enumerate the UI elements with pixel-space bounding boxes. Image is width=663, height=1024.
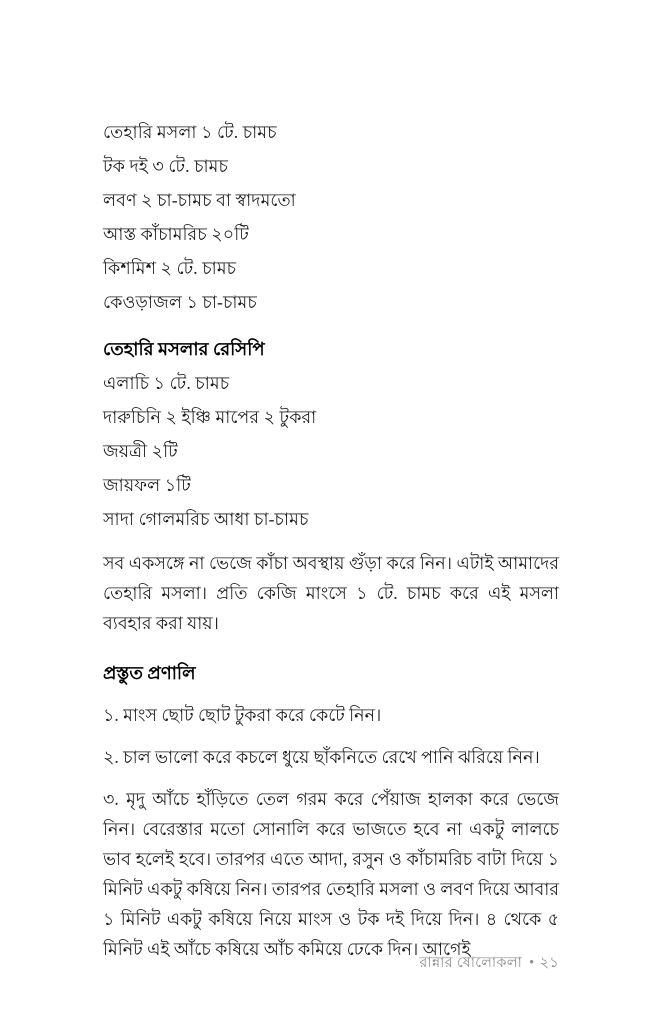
- list-item: জয়ত্রী ২টি: [103, 441, 178, 461]
- list-item: সাদা গোলমরিচ আধা চা-চামচ: [103, 509, 309, 529]
- ingredient-list: [103, 115, 559, 319]
- method-step: ২. চাল ভালো করে কচলে ধুয়ে ছাঁকনিতে রেখে পানি ঝরিয়ে নিন।: [103, 747, 540, 767]
- footer-separator-bullet: •: [529, 955, 535, 971]
- list-item: তেহারি মসলা ১ টে. চামচ: [103, 122, 277, 142]
- section-heading-method: প্রস্তুত প্রণালি: [103, 663, 196, 683]
- method-step-list: [103, 700, 559, 964]
- list-item: এলাচি ১ টে. চামচ: [103, 373, 230, 393]
- section-spacer: [103, 638, 559, 656]
- section-heading-masala-recipe: তেহারি মসলার রেসিপি: [103, 339, 265, 359]
- list-item: আস্ত কাঁচামরিচ ২০টি: [103, 224, 249, 244]
- masala-note-paragraph: সব একসঙ্গে না ভেজে কাঁচা অবস্থায় গুঁড়া করে নিন। এটাই আমাদের তেহারি মসলা। প্রতি কেজি মাংসে ১ টে. চামচ করে এই মসলা ব্যবহার করা যায়।: [103, 553, 559, 633]
- list-item: জায়ফল ১টি: [103, 475, 191, 495]
- footer-page-number: ২১: [539, 955, 559, 971]
- page-footer: [0, 952, 559, 976]
- page-content: [103, 115, 559, 964]
- list-item: কিশমিশ ২ টে. চামচ: [103, 258, 237, 278]
- footer-book-title: রান্নার ষোলোকলা: [419, 955, 523, 971]
- list-item: লবণ ২ চা-চামচ বা স্বাদমতো: [103, 190, 296, 210]
- method-step: ৩. মৃদু আঁচে হাঁড়িতে তেল গরম করে পেঁয়াজ হালকা করে ভেজে নিন। বেরেস্তার মতো সোনালি করে ভাজতে হবে না একটু লালচে ভাব হলেই হবে। তারপর এতে আদা, রসুন ও কাঁচামরিচ বাটা দিয়ে ১ মিনিট একটু কষিয়ে নিন। তারপর তেহারি মসলা ও লবণ দিয়ে আবার ১ মিনিট একটু কষিয়ে নিয়ে মাংস ও টক দই দিয়ে দিন। ৪ থেকে ৫ মিনিট এই আঁচে কষিয়ে আঁচ কমিয়ে ঢেকে দিন। আগেই: [103, 789, 559, 959]
- masala-note-block: [103, 548, 559, 638]
- method-step: ১. মাংস ছোট ছোট টুকরা করে কেটে নিন।: [103, 705, 382, 725]
- list-item: টক দই ৩ টে. চামচ: [103, 156, 229, 176]
- masala-ingredient-list: [103, 366, 559, 536]
- list-item: কেওড়াজল ১ চা-চামচ: [103, 292, 257, 312]
- list-item: দারুচিনি ২ ইঞ্চি মাপের ২ টুকরা: [103, 407, 317, 427]
